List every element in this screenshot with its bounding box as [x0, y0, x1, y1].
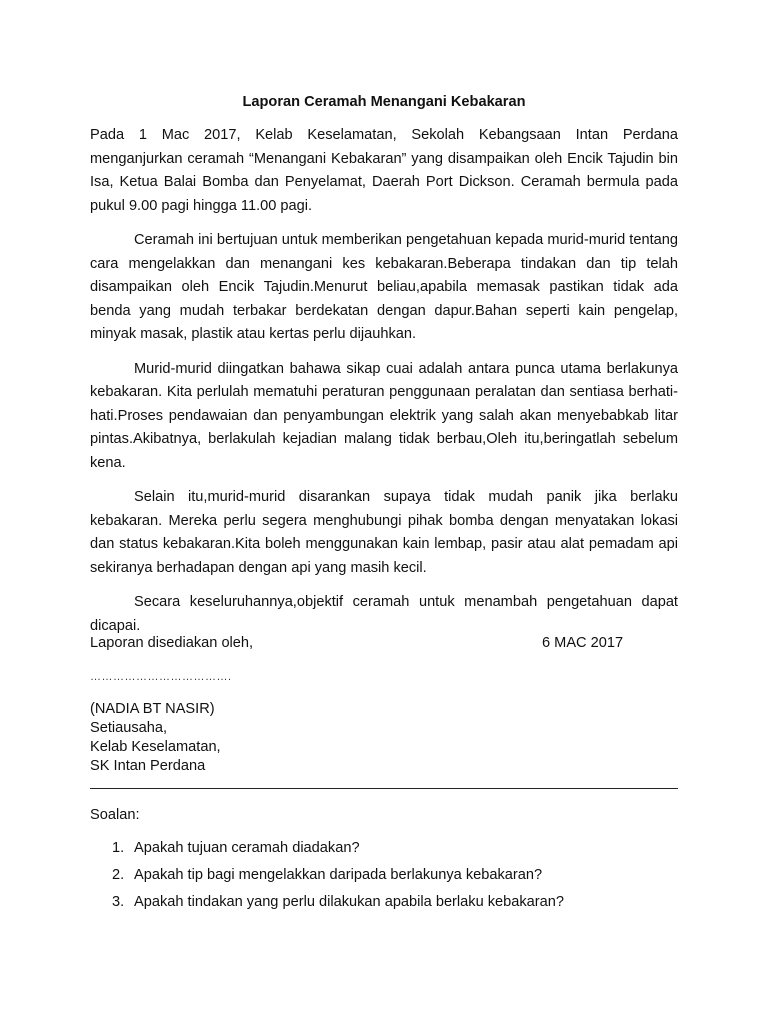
question-text: Apakah tindakan yang perlu dilakukan apabila berlaku kebakaran?: [134, 894, 565, 910]
report-date: 6 MAC 2017: [542, 635, 624, 651]
signatory-block: [90, 700, 221, 776]
question-item: [90, 865, 564, 885]
questions-list: [90, 838, 564, 919]
prepared-by-label: Laporan disediakan oleh,: [90, 635, 254, 651]
paragraph-carelessness: Murid-murid diingatkan bahawa sikap cuai adalah antara punca utama berlakunya kebakaran. Kita perlulah mematuhi peraturan penggunaan peralatan dan sentiasa berhati-hati.Proses pendawaian dan penyambungan elektrik yang salah akan menyebabkab litar pintas.Akibatnya, berlakulah kejadian malang tidak berbau,Oleh itu,beringatlah sebelum kena.: [90, 360, 678, 471]
question-item: [90, 892, 564, 912]
questions-heading: Soalan:: [90, 807, 140, 823]
document-title: Laporan Ceramah Menangani Kebakaran: [242, 94, 526, 110]
question-number: 2.: [112, 867, 125, 883]
question-item: [90, 838, 564, 858]
paragraph-dont-panic: Selain itu,murid-murid disarankan supaya tidak mudah panik jika berlaku kebakaran. Mereka perlu segera menghubungi pihak bomba dengan menyatakan lokasi dan status kebakaran.Kita boleh menggunakan kain lembap, pasir atau alat pemadam api sekiranya berhadapan dengan api yang masih kecil.: [90, 489, 678, 576]
signature-row: [90, 632, 678, 656]
horizontal-divider: [90, 788, 678, 789]
paragraph-conclusion: Secara keseluruhannya,objektif ceramah untuk menambah pengetahuan dapat dicapai.: [90, 594, 678, 634]
signature-line: ……………………………….: [90, 671, 232, 683]
question-number: 3.: [112, 894, 125, 910]
signatory-name: (NADIA BT NASIR): [90, 701, 215, 717]
question-text: Apakah tujuan ceramah diadakan?: [134, 840, 360, 856]
paragraph-intro: Pada 1 Mac 2017, Kelab Keselamatan, Sekolah Kebangsaan Intan Perdana menganjurkan ceramah “Menangani Kebakaran” yang disampaikan oleh Encik Tajudin bin Isa, Ketua Balai Bomba dan Penyelamat, Daerah Port Dickson. Ceramah bermula pada pukul 9.00 pagi hingga 11.00 pagi.: [90, 127, 678, 214]
signatory-position: Setiausaha,: [90, 720, 168, 736]
signatory-school: SK Intan Perdana: [90, 758, 206, 774]
question-text: Apakah tip bagi mengelakkan daripada berlakunya kebakaran?: [134, 867, 543, 883]
paragraph-purpose: Ceramah ini bertujuan untuk memberikan pengetahuan kepada murid-murid tentang cara mengelakkan dan menangani kes kebakaran.Beberapa tindakan dan tip telah disampaikan oleh Encik Tajudin.Menurut beliau,apabila memasak pastikan tidak ada benda yang mudah terbakar berdekatan dengan dapur.Bahan seperti kain pengelap, minyak masak, plastik atau kertas perlu dijauhkan.: [90, 232, 678, 342]
report-body: [90, 124, 678, 649]
signatory-club: Kelab Keselamatan,: [90, 739, 221, 755]
question-number: 1.: [112, 840, 125, 856]
